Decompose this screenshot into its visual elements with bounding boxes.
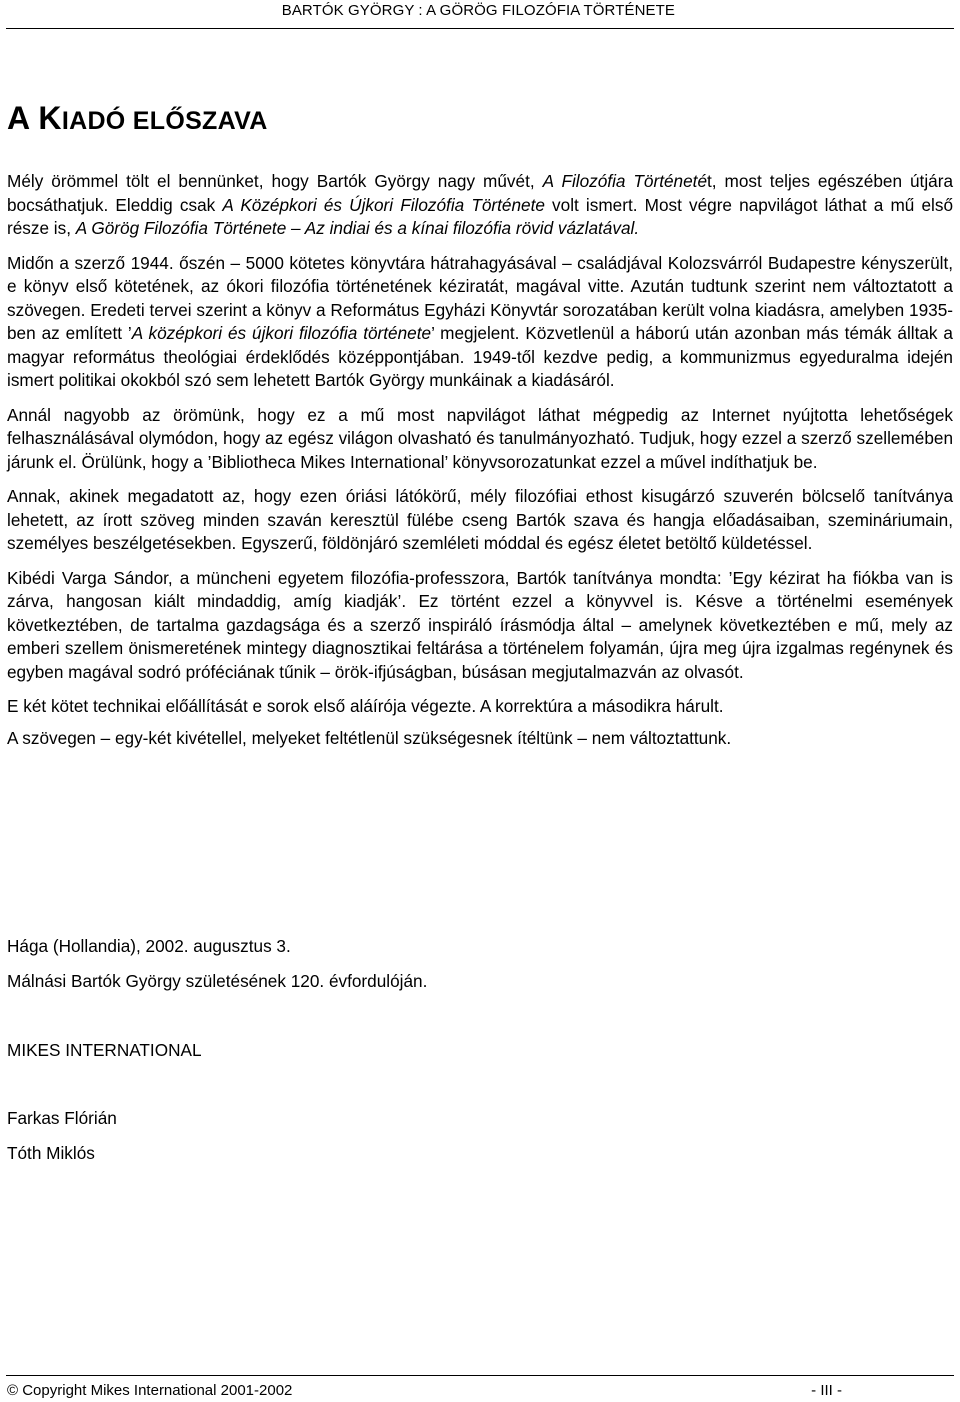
place-date: Hága (Hollandia), 2002. augusztus 3. bbox=[7, 936, 291, 956]
paragraph-4: Annak, akinek megadatott az, hogy ezen óriási látókörű, mély filozófiai ethost kisugárzó szuverén bölcselő tanítványa lehetett, az írott szöveg minden szaván keresztül fülébe cseng Bartók szava és hangja előadásaiban, szemináriumain, személyes beszélgetésekben. Egyszerű, földönjáró szemléleti móddal és egész életet betöltő küldetéssel. bbox=[7, 486, 953, 553]
anniversary-line: Málnási Bartók György születésének 120. évfordulóján. bbox=[7, 971, 428, 991]
p1-italic-2: A Középkori és Újkori Filozófia Története bbox=[222, 194, 545, 215]
page-title bbox=[7, 100, 268, 137]
page-number: - III - bbox=[811, 1382, 842, 1399]
body-text bbox=[7, 170, 953, 758]
p1-text-3: volt ismert. Most végre napvilágot láthat a mű első része is, bbox=[7, 194, 954, 238]
p1-text-1: Mély örömmel tölt el bennünket, hogy Bartók György nagy művét, bbox=[7, 171, 543, 191]
p1-italic-1: A Filozófia Történeté bbox=[542, 171, 708, 191]
paragraph-7: A szövegen – egy-két kivétellel, melyeket feltétlenül szükségesnek ítéltünk – nem változtattunk. bbox=[7, 727, 732, 748]
running-title: BARTÓK GYÖRGY : A GÖRÖG FILOZÓFIA TÖRTÉNETE bbox=[281, 2, 675, 19]
paragraph-2 bbox=[7, 252, 953, 393]
signer-2: Tóth Miklós bbox=[7, 1143, 95, 1163]
copyright-text: © Copyright Mikes International 2001-2002 bbox=[7, 1382, 293, 1399]
title-smallcaps: IADÓ ELŐSZAVA bbox=[61, 107, 268, 135]
footer-rule bbox=[6, 1375, 954, 1376]
p1-italic-3: A Görög Filozófia Története – Az indiai és a kínai filozófia rövid vázlatával. bbox=[75, 218, 640, 238]
p2-italic-1: A középkori és újkori filozófia története bbox=[131, 323, 432, 343]
title-k: K bbox=[29, 100, 62, 136]
title-initial: A bbox=[7, 100, 30, 136]
running-header bbox=[0, 2, 960, 19]
paragraph-6: E két kötet technikai előállítását e sorok első aláírója végezte. A korrektúra a másodikra hárult. bbox=[7, 696, 724, 716]
paragraph-1 bbox=[7, 170, 953, 241]
paragraph-3: Annál nagyobb az örömünk, hogy ez a mű most napvilágot láthat mégpedig az Internet nyújtotta lehetőségek felhasználásával olymódon, hogy az egész világon olvasható és tanulmányozható. Tudjuk, hogy ezzel a szerző szellemében járunk el. Örülünk, hogy a ’Bibliotheca Mikes International’ könyvsorozatunkat ezzel a művel indíthatjuk be. bbox=[7, 404, 953, 472]
p2-text-2: ’ megjelent. Közvetlenül a háború után azonban más témák álltak a magyar református theológiai érdeklődés középpontjában. 1949-től kezdve pedig, a kommunizmus egyeduralma idején ismert politikai okokból szó sem lehetett Bartók György munkáinak a kiadásáról. bbox=[7, 323, 953, 390]
paragraph-5: Kibédi Varga Sándor, a müncheni egyetem filozófia-professzora, Bartók tanítványa mondta: ’Egy kézirat ha fiókba van is zárva, hangosan kiált mindaddig, amíg kiadják’. Ez történt ezzel a könyvvel is. Késve a történelmi események következtében, de tartalma gazdagsága és a szerző inspiráló írásmódja által – amelynek következtében e mű, mely az emberi szellem önismeretének mintegy diagnosztikai feltárása a történelem folyamán, újra meg újra izgalmas regénynek és egyben magával sodró próféciának tűnik – örök-ifjúságban, búsásan megjutalmazván az olvasót. bbox=[7, 567, 953, 682]
p1-text-2: t, most teljes egészében útjára bocsáthatjuk. Eleddig csak bbox=[7, 171, 953, 215]
header-rule bbox=[6, 28, 954, 29]
organization-name: MIKES INTERNATIONAL bbox=[7, 1040, 202, 1060]
signer-1: Farkas Flórián bbox=[7, 1108, 117, 1128]
p2-text-1: Midőn a szerző 1944. őszén – 5000 kötetes könyvtára hátrahagyásával – családjával Kolozsvárról Budapestre kényszerült, e könyv első kötetének, az ókori filozófia történetének kéziratát, magával vitte. Azután tudtunk szerint nem változtatott a szövegen. Eredeti tervei szerint a könyv a Református Egyházi Könyvtár sorozatában került volna kiadásra, amelyben 1935-ben az említett ’ bbox=[7, 252, 953, 343]
